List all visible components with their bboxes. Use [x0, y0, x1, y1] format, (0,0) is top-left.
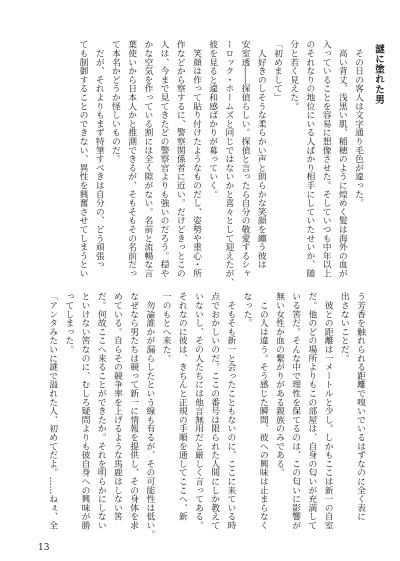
text-line: 入っていることを容易に想像させた。そしていつも中年以上 — [320, 40, 331, 278]
text-line: 彼との距離は一メートルと少し。しかもここは新一の自室 — [322, 292, 333, 530]
text-line: ーロック・ホームズと同じではないかと喜々として迎えたが、 — [223, 40, 234, 287]
text-line: 出さないことだ。 — [338, 292, 349, 363]
text-line: いないし、その人たちには他言無用だと厳しく言ってある。 — [192, 292, 203, 530]
text-line: なぜなら男たちは競って新一に情報を提供し、その身体を求 — [128, 292, 139, 530]
text-line: 点でおかしいのだ。ここの番号は限られた人間にしか教えて — [209, 292, 220, 530]
text-line: なった。 — [241, 292, 252, 328]
text-line: 無い女性か血の繋がりがある親族のみである。 — [273, 292, 284, 477]
text-line: 葉使いから日本人かと推測できるが、そもそもその名前だっ — [126, 40, 137, 278]
text-line: かな空気を作っている割には全く隙がない。名前と流暢な言 — [142, 40, 153, 278]
text-line: いる筈だ。そんな中で理性を保てるのは、この匂いに影響が — [290, 292, 301, 530]
text-line: のそれなりの地位にいる人ばかり相手にしていたせいか、随 — [304, 40, 315, 278]
text-line: 作などから察するに、警察関係者に近い。だけどきっとこの — [174, 40, 185, 278]
text-line: それなのに彼は、きちんと正規の手順を通してここへ、新 — [176, 292, 187, 521]
text-line: といけない筈なのに、むしろ疑問よりも彼自身への興味が勝 — [79, 292, 90, 530]
lower-text-block — [44, 292, 368, 542]
text-line: 安室透――探偵らしい。探偵と言ったら自分の敬愛するシャ — [239, 40, 250, 278]
text-line: 高い背丈、浅黒い肌、稲穂のように煌めく髪は海外の血が — [336, 40, 347, 278]
text-line: 彼を見ると違和感ばかりが募っていく。 — [207, 40, 218, 199]
text-line: 人は、今まで見てきたどの警察官よりも強いのだろう。穏や — [158, 40, 169, 278]
text-line: だ。他のどの場所よりもこの部屋は、自身の匂いが充満して — [306, 292, 317, 530]
text-line: この人は違う。そう感じた瞬間、彼への興味は止まらなく — [257, 292, 268, 530]
text-line: 「初めまして」 — [271, 40, 282, 102]
page-number: 13 — [38, 543, 50, 553]
text-line: そもそも新一と会ったこともないのに、ここに来ている時 — [225, 292, 236, 530]
text-line: ってしまった。 — [63, 292, 74, 354]
text-line: めている。自らその競争率を上げるような馬鹿はしない筈 — [111, 292, 122, 521]
text-line: 「アンタみたいに謎で溢れた人、初めてだよ。……ねぇ、全 — [47, 292, 58, 530]
text-line: ても制御することのできない、異性を興奮させてしまうとい — [77, 40, 88, 278]
text-line: その日の客人は文字通り毛色が違った。 — [353, 40, 363, 208]
text-line: 人好きのしそうな柔らかい声と朗らかな笑顔を纏う彼は — [255, 40, 266, 269]
upper-text-block — [74, 40, 366, 290]
text-line: て本名かどうか怪しいものだ。 — [109, 40, 120, 164]
text-line: だが、それよりもまず特筆すべきは自分の、どう頑張っ — [93, 40, 104, 269]
text-line: う芳香を触れられる距離で嗅いでいるはずなのに全く表に — [355, 292, 365, 521]
text-line: 勿論誰かが漏らしたという線も有るが、その可能性は低い。 — [144, 292, 155, 539]
text-line: 分と若く見えた。 — [288, 40, 299, 111]
text-line: 一のもとへ来た。 — [160, 292, 171, 363]
text-line: だ。何故ここへ来ることができたか。それを明らかにしない — [95, 292, 106, 530]
chapter-title: 謎に塗れた男 — [373, 44, 384, 105]
text-line: 笑顔は作って貼り付けたようなものだし、姿勢や重心・所 — [190, 40, 201, 278]
